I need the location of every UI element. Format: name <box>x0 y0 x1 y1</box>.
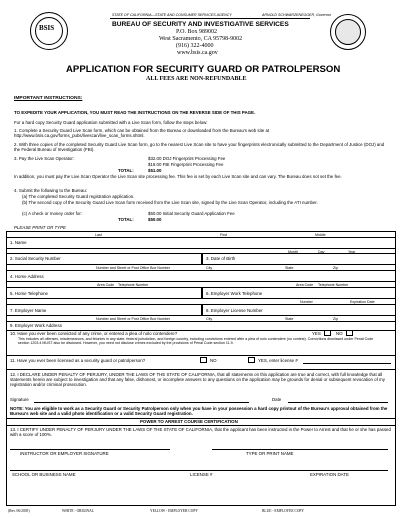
processing-fee-note: In addition, you must pay the Live Scan Operator the Live Scan site processing fee. This fee is set by each Live Scan site and can vary. The Bureau does not set the fee. <box>14 174 342 179</box>
q11-no-label: NO <box>210 358 217 363</box>
revision-date: (Rev. 06/2005) <box>8 509 30 513</box>
expiration-date-label: EXPIRATION DATE <box>310 472 349 477</box>
header-rule <box>110 18 310 19</box>
q10-yes-checkbox[interactable] <box>324 330 331 336</box>
submit-item-c: (c) A check or money order for: <box>22 211 83 216</box>
q11-yes-checkbox[interactable] <box>248 357 255 363</box>
yellow-copy-label: YELLOW - EMPLOYER COPY <box>150 509 198 513</box>
q10-no-checkbox[interactable] <box>346 330 353 336</box>
fee-total: $51.00 <box>148 168 162 173</box>
dob-label: 3. Date of Birth <box>206 256 236 261</box>
expedite-note: TO EXPEDITE YOUR APPLICATION, YOU MUST READ THE INSTRUCTIONS ON THE REVERSE SIDE OF THIS PAGE. <box>14 110 256 115</box>
work-address-field[interactable] <box>6 321 396 331</box>
name-label: 1. Name <box>10 240 27 245</box>
fee-app-total: $50.00 <box>148 217 162 222</box>
print-or-type: PLEASE PRINT OR TYPE <box>14 225 66 230</box>
eligibility-note: NOTE: You are eligible to work as a Security Guard or Security Patrolperson only when you have in your possession a hard copy printout of the Bureau's approval obtained from the Bureau's web site and a valid photo identification or a valid Security Guard registration. <box>10 406 388 416</box>
name-field[interactable] <box>6 237 396 249</box>
step-4: 4. Submit the following to the Bureau: <box>14 188 87 193</box>
form-subtitle: ALL FEES ARE NON-REFUNDABLE <box>146 76 247 82</box>
employer-name-label: 7. Employer Name <box>10 308 47 313</box>
work-address-label: 9. Employer Work Address <box>10 323 62 328</box>
blue-copy-label: BLUE - EMPLOYEE COPY <box>262 509 305 513</box>
license-number-input[interactable] <box>303 363 391 364</box>
instructions-intro: For a hard copy Security Guard application submitted with a Live Scan form, follow the steps below: <box>14 120 208 125</box>
address-line-2: West Sacramento, CA 95798-9002 <box>159 36 243 42</box>
submit-item-a: (a) The completed Security Guard registration application. <box>22 194 135 199</box>
governor-name: ARNOLD SCHWARZENEGGER, Governor <box>262 13 332 17</box>
step-1: 1. Complete a Security Guard Live Scan form, which can be obtained from the Bureau or downloaded from the Bureau's web site at http://www.bsis.ca.gov/forms_pubs/livescan/live_scan_forms.shtml. <box>14 128 270 139</box>
q13-certification: 13. I CERTIFY UNDER PENALTY OF PERJURY UNDER THE LAWS OF THE STATE OF CALIFORNIA, that the applicant has been instructed in the Power to Arrest and that he or she has passed with a score of 100%. <box>10 427 391 437</box>
work-phone-label: 6. Employer Work Telephone <box>206 291 263 296</box>
print-name-line[interactable] <box>212 449 388 450</box>
q10-detail: This includes all offenses, misdemeanors, and felonies in any state, federal jurisdiction, and foreign country, including convictions entered after a plea of nolo contendere (no contest). Convictions dismissed under Penal Code section 1203.4 MUST also be disclosed. However, you need not disclose crimes excluded by the provisions of Penal Code section 11.9. <box>18 337 374 346</box>
instructor-signature-label: INSTRUCTOR OR EMPLOYER SIGNATURE <box>20 451 109 456</box>
school-name-label: SCHOOL OR BUSINESS NAME <box>12 472 76 477</box>
bsis-logo: BSIS <box>30 12 68 50</box>
step-3: 3. Pay the Live Scan Operator: <box>14 156 75 161</box>
fee-fbi: $19.00 FBI Fingerprint Processing Fee <box>148 162 224 167</box>
step-2: 2. With three copies of the completed Security Guard Live Scan form, go to the nearest Live Scan site to have your fingerprints electronically submitted to the Department of Justice (DOJ) and the Federal Bureau of Investigation (FBI). <box>14 142 385 153</box>
instructions-heading: IMPORTANT INSTRUCTIONS: <box>14 96 83 101</box>
date-line[interactable] <box>288 402 388 403</box>
q11-yes-label: YES, enter license # <box>258 358 298 363</box>
application-page: STATE OF CALIFORNIA—STATE AND CONSUMER SERVICES AGENCY ARNOLD SCHWARZENEGGER, Governor BSIS BUREAU OF SECURITY AND INVESTIGATIVE SERVICES P.O. Box 989002 West Sacramento, CA 95798-9002 (916) 322-4000 www.bsis.ca.gov APPLICATION FOR SECURITY GUARD OR PATROLPERSON ALL FEES ARE NON-REFUNDABLE IMPORTANT INSTRUCTIONS: TO EXPEDITE YOUR APPLICATION, YOU MUST READ THE INSTRUCTIONS ON THE REVERSE SIDE OF THIS PAGE. For a hard copy Security Guard application submitted with a Live Scan form, follow the steps below: 1. Complete a Security Guard Live Scan form, which can be obtained from the Bureau or downloaded from the Bureau's web site at http://www.bsis.ca.gov/forms_pubs/livescan/live_scan_forms.shtml. 2. With three copies of the completed Security Guard Live Scan form, go to the nearest Live Scan site to have your fingerprints electronically submitted to the Department of Justice (DOJ) and the Federal Bureau of Investigation (FBI). 3. Pay the Live Scan Operator: $32.00 DOJ Fingerprint Processing Fee $19.00 FBI Fingerprint Processing Fee TOTAL: $51.00 In addition, you must pay the Live Scan Operator the Live Scan site processing fee. This fee is set by each Live Scan site and can vary. The Bureau does not set the fee. 4. Submit the following to the Bureau: (a) The completed Security Guard registration application. (b) The second copy of the Security Guard Live Scan form received from the Live Scan site, signed by the Live Scan Operator, including the ATI number. (c) A check or money order for: $50.00 Initial Security Guard Application Fee TOTAL: $50.00 PLEASE PRINT OR TYPE Last First Middle 1. Name Month Day Year 2. Social Security Number 3. Date of Birth Number and Street or Post Office Box Number City State Zip 4. Home Address Area Code Telephone Number Area Code Telephone Number 5. Home Telephone 6. Employer Work Telephone Number Expiration Date 7. Employer Name 8. Employer License Number Number and Street or Post Office Box Number City State Zip 9. Employer Work Address 10. Have you ever been convicted of any crime, or entered a plea of nolo contendere? YES NO This includes all offenses, misdemeanors, and felonies in any state, federal jurisdiction, and foreign country, including convictions entered after a plea of nolo contendere (no contest). Convictions dismissed under Penal Code section 1203.4 MUST also be disclosed. However, you need not disclose crimes excluded by the provisions of Penal Code section 11.9. 11. Have you ever been licensed as a security guard or patrolperson? NO YES, enter license # 12. I DECLARE UNDER PENALTY OF PERJURY, UNDER THE LAWS OF THE STATE OF CALIFORNIA, that all statements on this application are true and correct, with full knowledge that all statements herein are subject to investigation and that any false, dishonest, or incomplete answers to any questions on the application may be grounds for denial or subsequent revocation of my registration and/or criminal prosecution. Signature Date NOTE: You are eligible to work as a Security Guard or Security Patrolperson only when you have in your possession a hard copy printout of the Bureau's approval obtained from the Bureau's web site and a valid photo identification or a valid Security Guard registration. POWER TO ARREST COURSE CERTIFICATION 13. I CERTIFY UNDER PENALTY OF PERJURY UNDER THE LAWS OF THE STATE OF CALIFORNIA, that the applicant has been instructed in the Power to Arrest and that he or she has passed with a score of 100%. INSTRUCTOR OR EMPLOYER SIGNATURE TYPE OR PRINT NAME SCHOOL OR BUSINESS NAME LICENSE # EXPIRATION DATE (Rev. 06/2005) WHITE - ORIGINAL YELLOW - EMPLOYER COPY BLUE - EMPLOYEE COPY <box>0 0 400 518</box>
date-label: Date <box>272 397 282 402</box>
fee-doj: $32.00 DOJ Fingerprint Processing Fee <box>148 156 226 161</box>
fee-application: $50.00 Initial Security Guard Application Fee <box>148 211 235 216</box>
q10-no-label: NO <box>336 331 343 336</box>
license-label: LICENSE # <box>190 472 213 477</box>
ssn-label: 2. Social Security Number <box>10 256 61 261</box>
school-license-line[interactable] <box>10 470 388 471</box>
website: www.bsis.ca.gov <box>177 50 218 56</box>
agency-line: STATE OF CALIFORNIA—STATE AND CONSUMER SERVICES AGENCY <box>112 13 232 17</box>
fee-app-total-label: TOTAL: <box>118 217 134 222</box>
q10-yes-label: YES <box>312 331 321 336</box>
home-address-field[interactable] <box>6 270 396 282</box>
white-copy-label: WHITE - ORIGINAL <box>62 509 94 513</box>
phone-number: (916) 322-4000 <box>176 43 214 49</box>
address-line-1: P.O. Box 989002 <box>176 29 218 35</box>
signature-line[interactable] <box>34 402 249 403</box>
fee-total-label: TOTAL: <box>118 168 134 173</box>
home-phone-label: 5. Home Telephone <box>10 291 48 296</box>
signature-label: Signature <box>10 397 29 402</box>
instructor-signature-line[interactable] <box>10 449 170 450</box>
home-address-label: 4. Home Address <box>10 274 44 279</box>
bureau-name: BUREAU OF SECURITY AND INVESTIGATIVE SERVICES <box>112 21 289 28</box>
q10-text: 10. Have you ever been convicted of any crime, or entered a plea of nolo contendere? <box>10 331 178 336</box>
employer-license-label: 8. Employer License Number <box>206 308 263 313</box>
q11-no-checkbox[interactable] <box>200 357 207 363</box>
certification-title: POWER TO ARREST COURSE CERTIFICATION <box>140 419 238 424</box>
form-title: APPLICATION FOR SECURITY GUARD OR PATROLPERSON <box>66 64 341 75</box>
q12-declaration: 12. I DECLARE UNDER PENALTY OF PERJURY, UNDER THE LAWS OF THE STATE OF CALIFORNIA, that all statements on this application are true and correct, with full knowledge that all statements herein are subject to investigation and that any false, dishonest, or incomplete answers to any questions on the application may be grounds for denial or subsequent revocation of my registration and/or criminal prosecution. <box>10 372 385 387</box>
submit-item-b: (b) The second copy of the Security Guard Live Scan form received from the Live Scan site, signed by the Live Scan Operator, including the ATI number. <box>22 200 318 205</box>
q11-text: 11. Have you ever been licensed as a security guard or patrolperson? <box>10 358 146 363</box>
print-name-label: TYPE OR PRINT NAME <box>246 451 294 456</box>
state-seal-icon <box>330 14 366 50</box>
